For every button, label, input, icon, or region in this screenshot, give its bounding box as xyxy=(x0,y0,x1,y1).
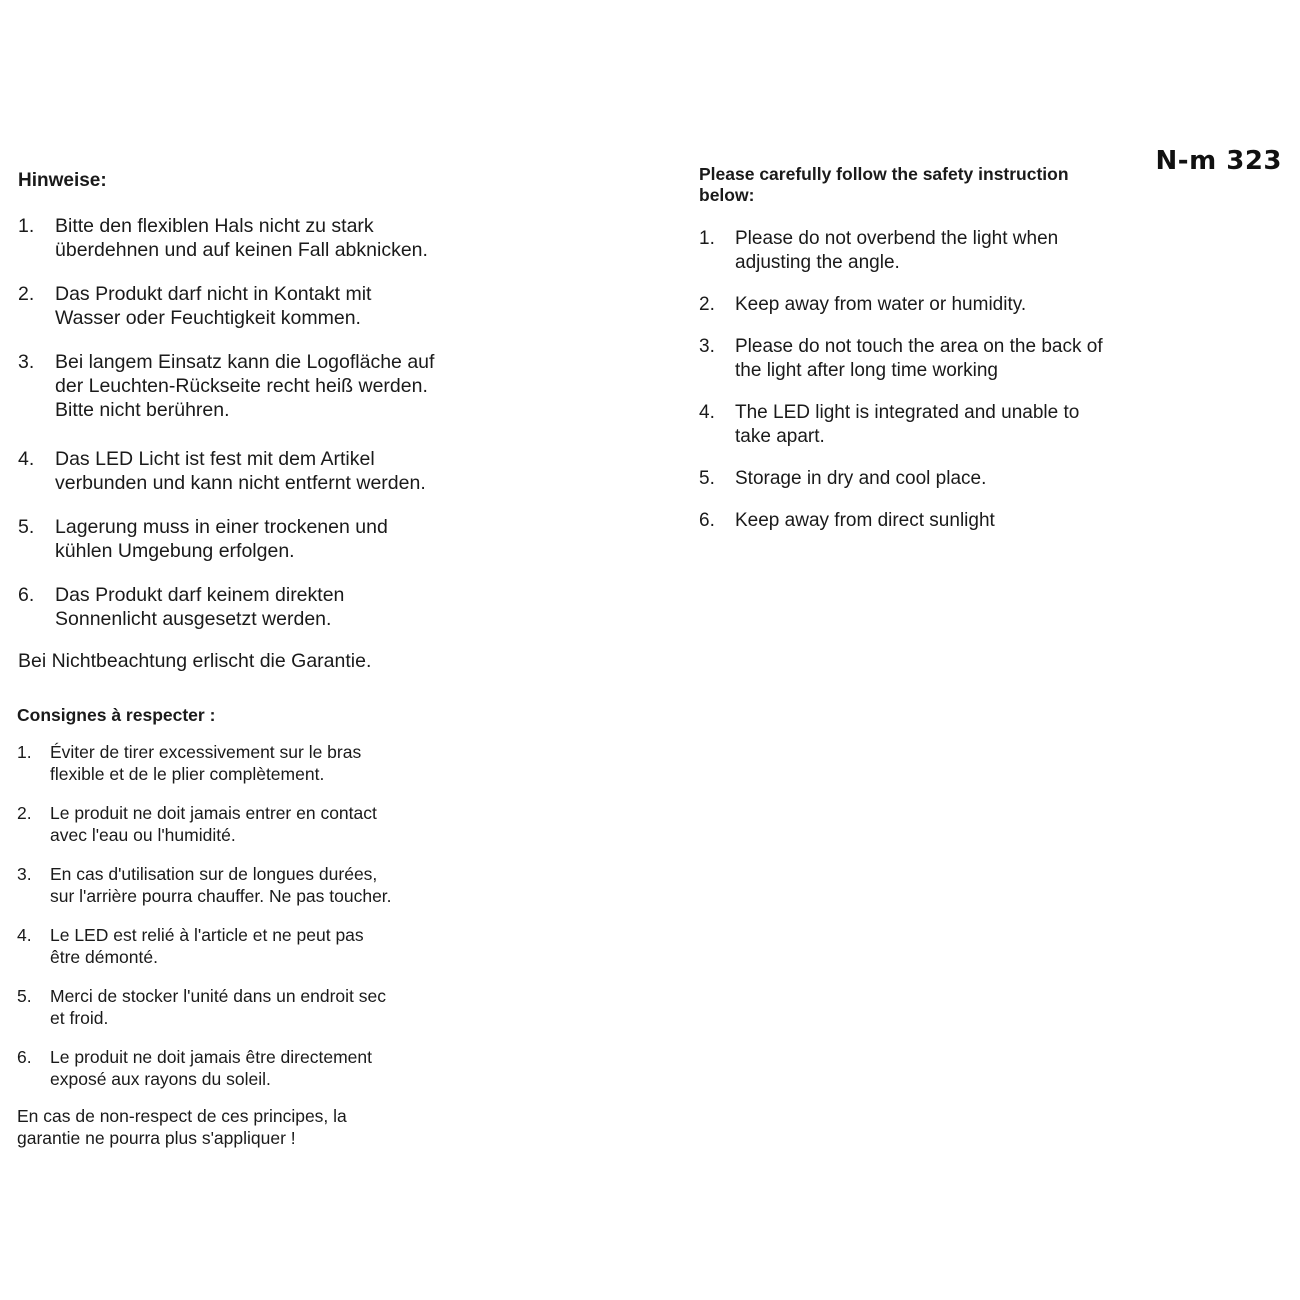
item-number: 6. xyxy=(699,510,715,531)
item-line: et froid. xyxy=(50,1008,109,1028)
list-item xyxy=(17,985,437,1029)
item-number: 6. xyxy=(18,584,35,606)
list-item xyxy=(699,227,1139,275)
item-number: 5. xyxy=(699,468,715,489)
list-item xyxy=(18,447,478,495)
item-number: 4. xyxy=(699,402,715,423)
item-line: überdehnen und auf keinen Fall abknicken. xyxy=(55,239,428,261)
item-line: der Leuchten-Rückseite recht heiß werden. xyxy=(55,375,428,397)
item-line: avec l'eau ou l'humidité. xyxy=(50,825,236,845)
item-line: sur l'arrière pourra chauffer. Ne pas toucher. xyxy=(50,886,392,906)
item-line: exposé aux rayons du soleil. xyxy=(50,1069,271,1089)
list-item xyxy=(18,515,478,563)
item-line: Das Produkt darf keinem direkten xyxy=(55,584,345,606)
english-list xyxy=(699,227,1139,533)
german-instructions xyxy=(18,168,478,673)
item-number: 3. xyxy=(699,336,715,357)
item-number: 3. xyxy=(17,864,32,884)
list-item xyxy=(17,863,437,907)
item-line: Das Produkt darf nicht in Kontakt mit xyxy=(55,283,372,305)
english-instructions xyxy=(699,164,1139,551)
item-number: 2. xyxy=(17,803,32,823)
french-heading: Consignes à respecter : xyxy=(17,705,216,725)
item-line: Bitte den flexiblen Hals nicht zu stark xyxy=(55,215,374,237)
item-number: 5. xyxy=(17,986,32,1006)
product-code: N-m 323 xyxy=(1155,146,1282,176)
item-line: Le produit ne doit jamais être directement xyxy=(50,1047,372,1067)
item-line: Bei langem Einsatz kann die Logofläche auf xyxy=(55,351,435,373)
item-line: Le produit ne doit jamais entrer en contact xyxy=(50,803,377,823)
list-item xyxy=(17,924,437,968)
french-list xyxy=(17,741,437,1090)
item-line: adjusting the angle. xyxy=(735,252,900,273)
french-warranty-note xyxy=(17,1105,437,1149)
list-item xyxy=(17,1046,437,1090)
list-item xyxy=(699,509,1139,533)
german-warranty-note xyxy=(18,649,478,673)
item-line: Keep away from direct sunlight xyxy=(735,510,995,531)
english-heading xyxy=(699,164,1139,206)
item-line: The LED light is integrated and unable to xyxy=(735,402,1080,423)
item-number: 1. xyxy=(18,215,35,237)
item-line: Lagerung muss in einer trockenen und xyxy=(55,516,388,538)
note-line: En cas de non-respect de ces principes, la xyxy=(17,1106,347,1126)
item-number: 4. xyxy=(18,448,35,470)
item-number: 2. xyxy=(699,294,715,315)
german-heading: Hinweise: xyxy=(18,170,107,191)
item-number: 1. xyxy=(699,228,715,249)
heading-line: Please carefully follow the safety instruction xyxy=(699,164,1069,184)
list-item xyxy=(18,214,478,262)
german-list xyxy=(18,214,478,631)
item-line: take apart. xyxy=(735,426,825,447)
item-line: Keep away from water or humidity. xyxy=(735,294,1027,315)
item-line: verbunden und kann nicht entfernt werden. xyxy=(55,472,426,494)
item-line: Please do not touch the area on the back of xyxy=(735,336,1103,357)
item-number: 6. xyxy=(17,1047,32,1067)
item-line: Das LED Licht ist fest mit dem Artikel xyxy=(55,448,375,470)
list-item xyxy=(17,741,437,785)
list-item xyxy=(699,467,1139,491)
list-item xyxy=(699,293,1139,317)
note-line: Bei Nichtbeachtung erlischt die Garantie. xyxy=(18,650,372,672)
item-number: 4. xyxy=(17,925,32,945)
list-item xyxy=(18,350,478,422)
item-line: Bitte nicht berühren. xyxy=(55,399,230,421)
list-item xyxy=(699,335,1139,383)
item-line: Merci de stocker l'unité dans un endroit sec xyxy=(50,986,387,1006)
item-number: 1. xyxy=(17,742,32,762)
item-line: Sonnenlicht ausgesetzt werden. xyxy=(55,608,332,630)
heading-line: below: xyxy=(699,185,755,205)
list-item xyxy=(18,282,478,330)
item-line: kühlen Umgebung erfolgen. xyxy=(55,540,295,562)
list-item xyxy=(18,583,478,631)
item-line: Le LED est relié à l'article et ne peut pas xyxy=(50,925,364,945)
item-line: the light after long time working xyxy=(735,360,998,381)
item-line: En cas d'utilisation sur de longues durées, xyxy=(50,864,378,884)
item-number: 3. xyxy=(18,351,35,373)
item-number: 2. xyxy=(18,283,35,305)
french-instructions xyxy=(17,703,437,1149)
item-number: 5. xyxy=(18,516,35,538)
list-item xyxy=(699,401,1139,449)
item-line: flexible et de le plier complètement. xyxy=(50,764,325,784)
item-line: Storage in dry and cool place. xyxy=(735,468,987,489)
item-line: Éviter de tirer excessivement sur le bras xyxy=(50,742,362,762)
item-line: Wasser oder Feuchtigkeit kommen. xyxy=(55,307,361,329)
item-line: Please do not overbend the light when xyxy=(735,228,1059,249)
item-line: être démonté. xyxy=(50,947,158,967)
note-line: garantie ne pourra plus s'appliquer ! xyxy=(17,1128,296,1148)
list-item xyxy=(17,802,437,846)
